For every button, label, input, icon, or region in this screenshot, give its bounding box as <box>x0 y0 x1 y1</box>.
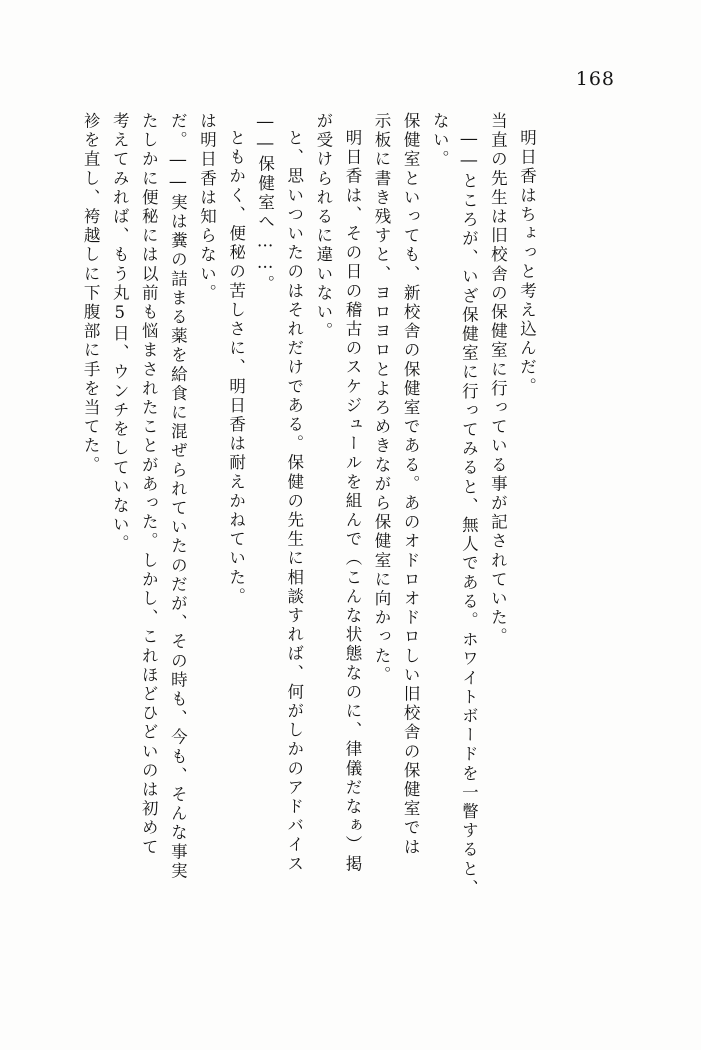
text-line: 示板に書き残すと、ヨロヨロとよろめきながら保健室に向かった。 <box>372 112 392 685</box>
text-line: 当直の先生は旧校舎の保健室に行っている事が記されていた。 <box>488 112 508 647</box>
text-line: たしかに便秘には以前も悩まされたことがあった。しかし、これほどひどいのは初めて <box>139 112 159 857</box>
vertical-body-text <box>69 112 629 1012</box>
text-line: 明日香はちょっと考え込んだ。 <box>517 129 537 397</box>
text-line: 考えてみれば、もう丸5日、ウンチをしていない。 <box>110 112 130 554</box>
text-line: ――保健室へ……。 <box>255 112 275 294</box>
text-line: 明日香は、その日の稽古のスケジュールを組んで（こんな状態なのに、律儀だなぁ）掲 <box>342 129 362 874</box>
page-number: 168 <box>575 68 615 90</box>
text-line: ともかく、便秘の苦しさに、明日香は耐えかねていた。 <box>226 129 246 607</box>
text-line: ない。 <box>430 112 450 170</box>
text-line: だ。――実は糞の詰まる薬を給食に混ぜられていたのだが、その時も、今も、そんな事実 <box>168 112 188 881</box>
text-line: は明日香は知らない。 <box>197 112 217 303</box>
text-line: ――ところが、いざ保健室に行ってみると、無人である。ホワイトボードを一瞥すると、 <box>459 129 479 898</box>
text-line: が受けられるに違いない。 <box>313 112 333 342</box>
text-line: 袗を直し、袴越しに下腹部に手を当てた。 <box>81 112 101 475</box>
text-line: 保健室といっても、新校舎の保健室である。あのオドロオドロしい旧校舎の保健室では <box>401 112 421 857</box>
text-line: と、思いついたのはそれだけである。保健の先生に相談すれば、何がしかのアドバイス <box>284 129 304 874</box>
